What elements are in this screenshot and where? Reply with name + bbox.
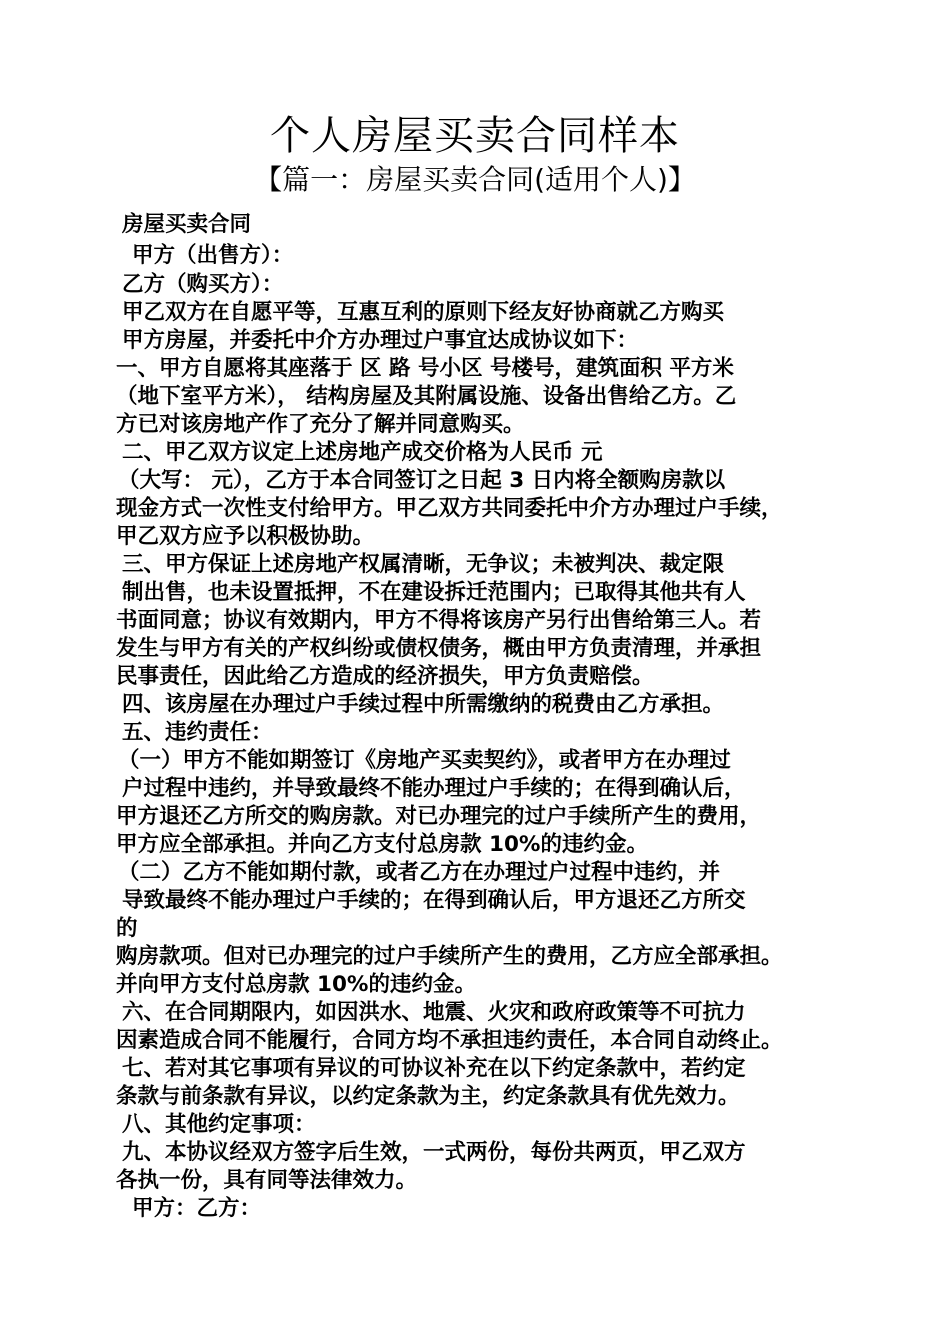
text-line: 甲方应全部承担。并向乙方支付总房款 10%的违约金。 [116,832,648,857]
document-title: 个人房屋买卖合同样本 [270,113,680,159]
text-line: 甲方退还乙方所交的购房款。对已办理完的过户手续所产生的费用， [116,804,762,829]
text-line: （大写： 元），乙方于本合同签订之日起 3 日内将全额购房款以 [118,468,726,493]
clause-5-heading: 五、违约责任： [122,720,273,745]
text-line: 制出售，也未设置抵押，不在建设拆迁范围内；已取得其他共有人 [122,580,746,605]
document-subtitle: 【篇一：房屋买卖合同(适用个人)】 [254,163,696,196]
text-line: 甲乙双方应予以积极协助。 [116,524,375,549]
clause-7-line: 七、若对其它事项有异议的可协议补充在以下约定条款中，若约定 [122,1056,746,1081]
text-line: 户过程中违约，并导致最终不能办理过户手续的；在得到确认后， [122,776,746,801]
text-line: 甲乙双方在自愿平等，互惠互利的原则下经友好协商就乙方购买 [122,300,725,325]
text-line: 各执一份，具有同等法律效力。 [116,1168,418,1193]
clause-2-line: 二、甲乙双方议定上述房地产成交价格为人民币 元 [122,440,603,465]
text-line: 的 [116,916,138,941]
text-line: 购房款项。但对已办理完的过户手续所产生的费用，乙方应全部承担。 [116,944,783,969]
text-line: 书面同意；协议有效期内，甲方不得将该房产另行出售给第三人。若 [116,608,762,633]
party-a-line: 甲方（出售方）： [132,243,294,268]
clause-4-line: 四、该房屋在办理过户手续过程中所需缴纳的税费由乙方承担。 [122,692,725,717]
clause-8-line: 八、其他约定事项： [122,1112,316,1137]
signature-line: 甲方：乙方： [132,1196,262,1221]
party-b-line: 乙方（购买方）： [122,272,284,297]
clause-3-line: 三、甲方保证上述房地产权属清晰，无争议；未被判决、裁定限 [122,552,725,577]
text-line: 现金方式一次性支付给甲方。甲乙双方共同委托中介方办理过户手续， [116,496,783,521]
clause-6-line: 六、在合同期限内，如因洪水、地震、火灾和政府政策等不可抗力 [122,1000,746,1025]
text-line: 发生与甲方有关的产权纠纷或债权债务，概由甲方负责清理，并承担 [116,636,762,661]
section-heading: 房屋买卖合同 [122,212,252,237]
text-line: 并向甲方支付总房款 10%的违约金。 [116,972,476,997]
clause-9-line: 九、本协议经双方签字后生效，一式两份，每份共两页，甲乙双方 [122,1140,746,1165]
text-line: 甲方房屋，并委托中介方办理过户事宜达成协议如下： [122,328,639,353]
text-line: 方已对该房地产作了充分了解并同意购买。 [116,412,525,437]
text-line: （地下室平方米）， 结构房屋及其附属设施、设备出售给乙方。乙 [116,384,737,409]
clause-1-line: 一、甲方自愿将其座落于 区 路 号小区 号楼号，建筑面积 平方米 [116,356,734,381]
text-line: 条款与前条款有异议，以约定条款为主，约定条款具有优先效力。 [116,1084,740,1109]
text-line: 因素造成合同不能履行，合同方均不承担违约责任，本合同自动终止。 [116,1028,783,1053]
clause-5-2-line: （二）乙方不能如期付款，或者乙方在办理过户过程中违约，并 [118,860,721,885]
text-line: 民事责任，因此给乙方造成的经济损失，甲方负责赔偿。 [116,664,654,689]
text-line: 导致最终不能办理过户手续的；在得到确认后，甲方退还乙方所交 [122,888,746,913]
clause-5-1-line: （一）甲方不能如期签订《房地产买卖契约》，或者甲方在办理过 [118,748,731,773]
